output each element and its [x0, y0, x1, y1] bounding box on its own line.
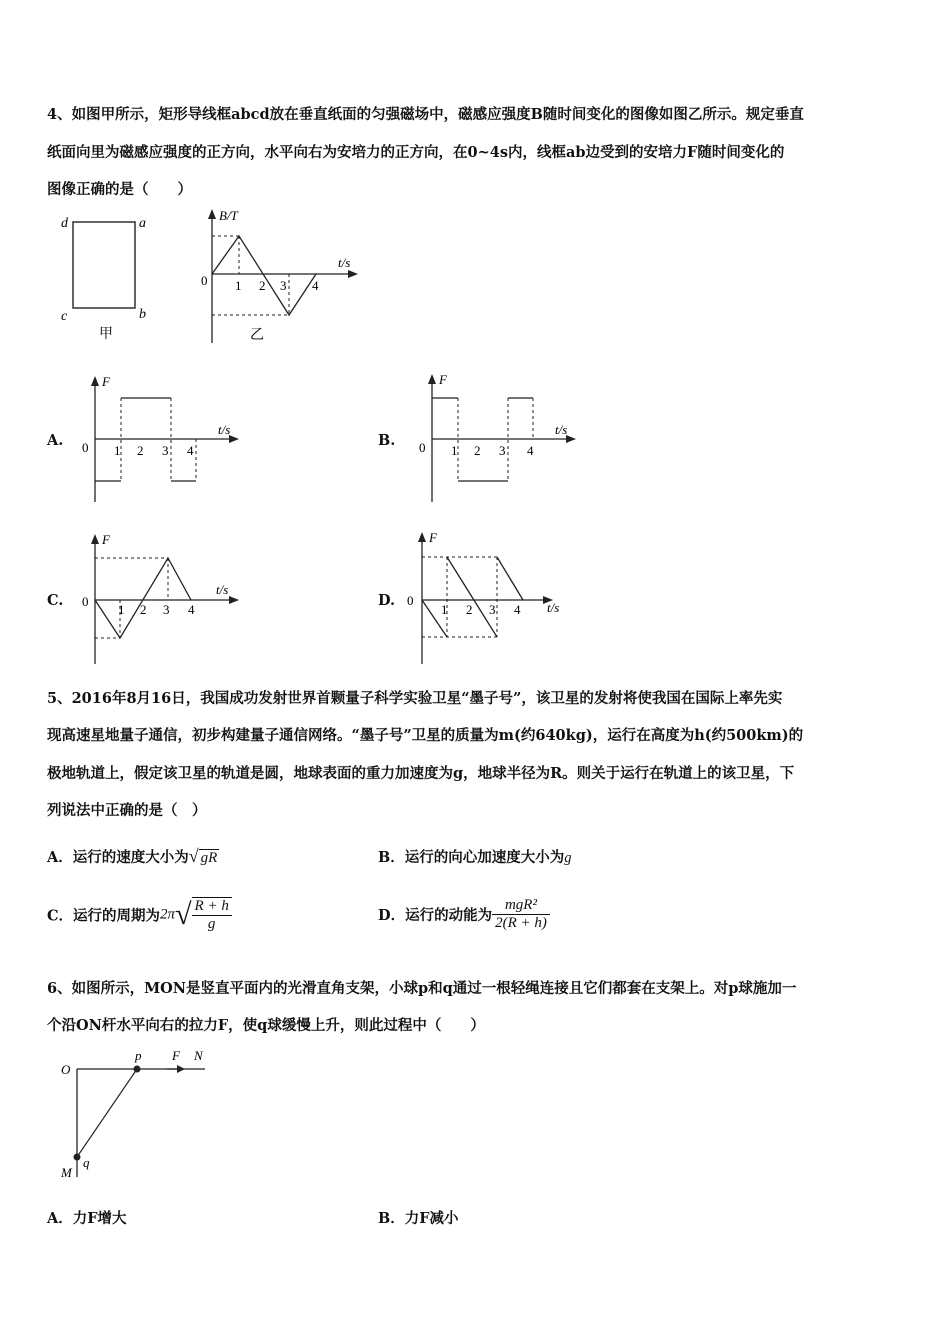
- b-ylabel: F: [439, 372, 447, 387]
- q5-option-b-text: B．运行的向心加速度大小为: [378, 849, 565, 866]
- q4-option-d-label[interactable]: D.: [378, 592, 396, 609]
- a-tick-3: 3: [162, 443, 169, 458]
- q5-option-a-text: A．运行的速度大小为: [47, 849, 189, 866]
- q5-option-b[interactable]: [378, 846, 572, 867]
- q5-option-d-text: D．运行的动能为: [378, 907, 493, 924]
- q5-option-c-den: g: [207, 916, 216, 932]
- b-tick-4: 4: [527, 443, 534, 458]
- c-xlabel: t/s: [216, 582, 229, 597]
- q5-option-d[interactable]: [378, 897, 550, 932]
- d-tick-3: 3: [489, 602, 496, 617]
- c-curve: [95, 558, 191, 638]
- d-origin: 0: [407, 593, 414, 608]
- label-p: p: [135, 1048, 142, 1063]
- q5-option-a[interactable]: A．运行的速度大小为√ gR: [47, 846, 218, 866]
- b-xlabel: t/s: [555, 422, 568, 437]
- b-tick-2: 2: [474, 443, 481, 458]
- q6-figure: [55, 1045, 225, 1185]
- caption-jia: 甲: [99, 327, 113, 342]
- q4-option-b-label[interactable]: B.: [378, 432, 396, 449]
- q5-option-c-num: R + h: [192, 898, 232, 916]
- yi-ylabel: B/T: [219, 208, 238, 223]
- yi-tick-1: 1: [235, 278, 242, 293]
- d-tick-2: 2: [466, 602, 473, 617]
- q4-option-b-graph: [415, 370, 585, 507]
- c-tick-1: 1: [118, 602, 125, 617]
- ball-p: [134, 1066, 141, 1073]
- q5-line4: 列说法中正确的是（ ）: [47, 802, 207, 819]
- wire-frame: [73, 222, 135, 308]
- q5-line1: 5、2016年8月16日，我国成功发射世界首颗量子科学实验卫星“墨子号”，该卫星的发射将使我国在国际上率先实: [47, 690, 783, 707]
- figure-yi: [195, 205, 365, 350]
- d-xlabel: t/s: [547, 600, 560, 615]
- q4-option-a-graph: [78, 372, 248, 507]
- label-d: d: [61, 216, 68, 231]
- a-tick-1: 1: [114, 443, 121, 458]
- c-tick-3: 3: [163, 602, 170, 617]
- q5-option-b-math: g: [564, 850, 572, 866]
- label-a: a: [139, 216, 146, 231]
- a-origin: 0: [82, 440, 89, 455]
- q5-line3: 极地轨道上，假定该卫星的轨道是圆，地球表面的重力加速度为g，地球半径为R。则关于运行在轨道上的该卫星，下: [47, 765, 795, 782]
- q4-option-d-graph: [405, 528, 575, 668]
- label-F: F: [172, 1048, 180, 1063]
- q5-option-d-den: 2(R + h): [495, 915, 547, 931]
- label-O: O: [61, 1062, 71, 1077]
- label-N: N: [194, 1048, 203, 1063]
- a-tick-4: 4: [187, 443, 194, 458]
- c-tick-4: 4: [188, 602, 195, 617]
- b-origin: 0: [419, 440, 426, 455]
- q4-option-c-graph: [78, 530, 248, 667]
- c-origin: 0: [82, 594, 89, 609]
- a-xlabel: t/s: [218, 422, 231, 437]
- q4-option-c-label[interactable]: C.: [47, 592, 64, 609]
- q5-option-c-coef: 2π: [160, 906, 176, 923]
- q5-option-a-math: gR: [200, 850, 218, 866]
- q6-line1: 6、如图所示，MON是竖直平面内的光滑直角支架，小球p和q通过一根轻绳连接且它们都套在支架上。对p球施加一: [47, 980, 797, 997]
- q6-option-a[interactable]: A．力F增大: [47, 1210, 127, 1227]
- c-tick-2: 2: [140, 602, 147, 617]
- ball-q: [74, 1154, 81, 1161]
- q5-option-c-text: C．运行的周期为: [47, 907, 161, 925]
- q4-option-a-label[interactable]: A.: [47, 432, 64, 449]
- d-ylabel: F: [429, 530, 437, 545]
- q5-option-d-num: mgR²: [492, 897, 550, 915]
- figure-jia: [55, 210, 165, 345]
- yi-xlabel: t/s: [338, 255, 351, 270]
- q5-option-c[interactable]: C．运行的周期为2π√ $\frac{R + h}{g}$: [47, 897, 232, 933]
- label-M: M: [61, 1165, 72, 1180]
- label-c: c: [61, 309, 68, 324]
- b-curve: [212, 236, 316, 315]
- d-tick-4: 4: [514, 602, 521, 617]
- a-ylabel: F: [102, 374, 110, 389]
- yi-origin: 0: [201, 273, 208, 288]
- a-tick-2: 2: [137, 443, 144, 458]
- q6-option-b[interactable]: B．力F减小: [378, 1210, 459, 1227]
- b-tick-3: 3: [499, 443, 506, 458]
- caption-yi: 乙: [250, 328, 264, 343]
- label-q: q: [83, 1155, 90, 1170]
- c-ylabel: F: [102, 532, 110, 547]
- d-tick-1: 1: [441, 602, 448, 617]
- yi-tick-4: 4: [312, 278, 319, 293]
- yi-tick-2: 2: [259, 278, 266, 293]
- b-tick-1: 1: [451, 443, 458, 458]
- q4-line2: 纸面向里为磁感应强度的正方向，水平向右为安培力的正方向，在0~4s内，线框ab边受到的安培力F随时间变化的: [47, 144, 785, 161]
- label-b: b: [139, 307, 146, 322]
- q4-line1: 4、如图甲所示，矩形导线框abcd放在垂直纸面的匀强磁场中，磁感应强度B随时间变化的图像如图乙所示。规定垂直: [47, 106, 804, 123]
- q5-line2: 现高速星地量子通信，初步构建量子通信网络。“墨子号”卫星的质量为m(约640kg)，运行在高度为h(约500km)的: [47, 727, 804, 744]
- q4-line3: 图像正确的是（ ）: [47, 181, 192, 198]
- yi-tick-3: 3: [280, 278, 287, 293]
- q6-line2: 个沿ON杆水平向右的拉力F，使q球缓慢上升，则此过程中（ ）: [47, 1017, 485, 1034]
